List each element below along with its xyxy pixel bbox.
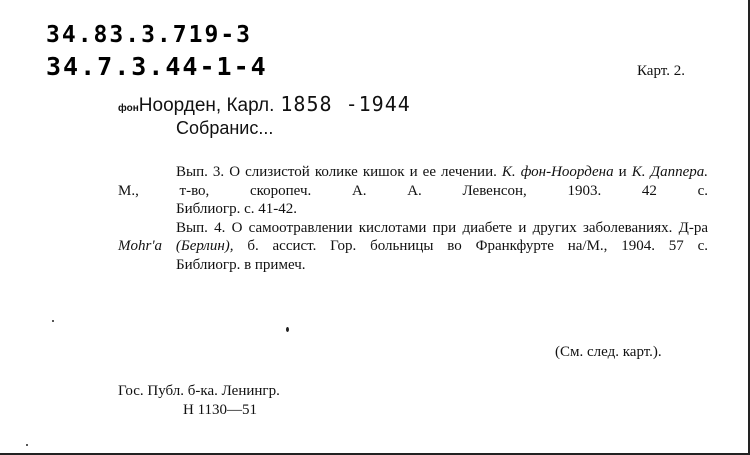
entry-2: Вып. 4. О самоотравлении кислотами при диабете и других заболеваниях. Д-ра Mohr'a (Берлин), б. ассист. Гор. больницы во Франкфурте на/М., 1904. 57 с. [118,219,708,254]
entry-1-note: Библиогр. с. 41-42. [176,201,297,217]
author-name: Ноорден, Карл. [138,95,275,116]
ink-speck [286,327,289,332]
library-name: Гос. Публ. б-ка. Ленингр. [118,383,280,399]
continuation-note: (См. след. карт.). [555,344,662,360]
collection-title: Собранис... [176,118,274,138]
author-heading [118,92,411,117]
ink-speck [26,444,28,446]
author-years: 1858 -1944 [280,92,411,116]
card-number: Карт. 2. [637,63,685,79]
call-number-2: 34.7.3.44-1-4 [46,52,268,81]
ink-speck [52,320,54,322]
card-body [118,163,723,274]
entry-2-note: Библиогр. в примеч. [176,256,306,273]
call-number-1: 34.83.3.719-3 [46,22,253,48]
shelf-mark: Н 1130—51 [183,402,258,418]
library-stamp [118,382,280,420]
author-prefix: фон [118,103,139,114]
entry-1: Вып. 3. О слизистой колике кишок и ее лечении. К. фон-Ноордена и К. Даппера. М., т-во, скоропеч. А. А. Левенсон, 1903. 42 с. [118,164,723,199]
